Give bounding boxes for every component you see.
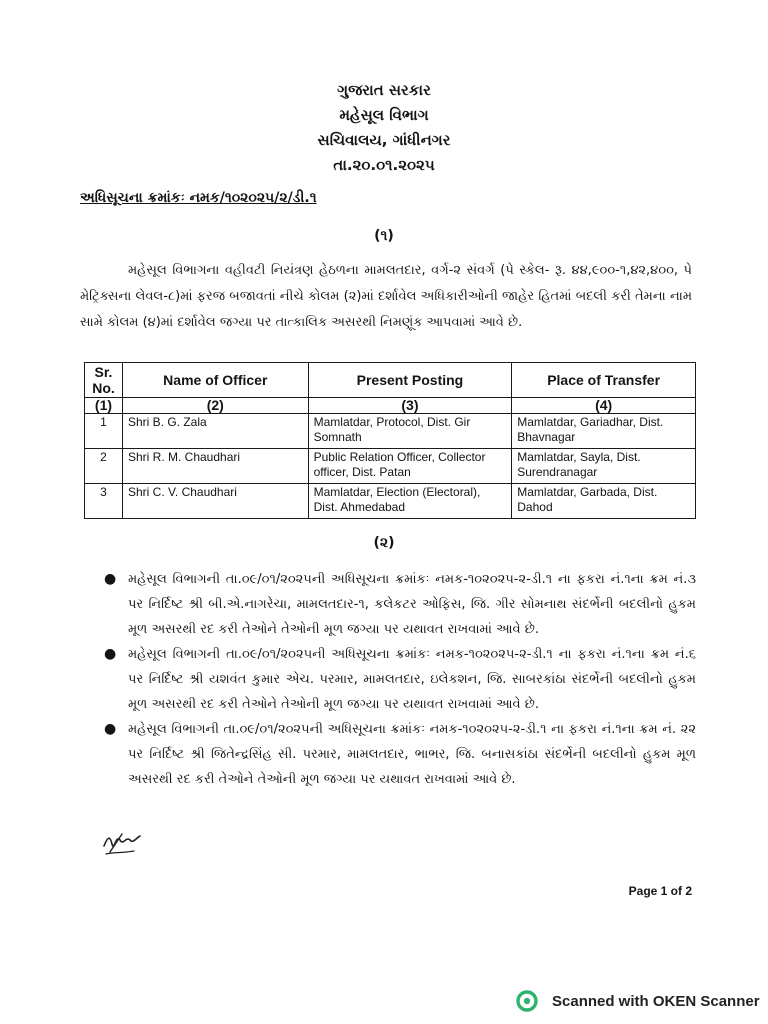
- list-item: [100, 642, 696, 717]
- column-number-row: [85, 398, 696, 414]
- cell-sr-no: 2: [85, 449, 123, 484]
- list-item-text: મહેસૂલ વિભાગની તા.૦૯/૦૧/૨૦૨૫ની અધિસૂચના ક્રમાંકઃ નમક-૧૦૨૦૨૫-૨-ડી.૧ ના ફકરા નં.૧ના ક્રમ નં. ૨૨ પર નિર્દિષ્ટ શ્રી જિતેન્દ્રસિંહ સી. પરમાર, મામલતદાર, ભાભર, જિ. બનાસકાંઠા સંદર્ભેની બદલીનો હુકમ મૂળ અસરથી રદ કરી તેઓને તેઓની મૂળ જગ્યા પર યથાવત રાખવામાં આવે છે.: [128, 722, 696, 787]
- cancellation-list: [100, 567, 696, 792]
- table-row: [85, 414, 696, 449]
- header-location: સચિવાલય, ગાંધીનગર: [317, 131, 451, 149]
- page-number: Page 1 of 2: [628, 884, 692, 898]
- transfer-table: [84, 362, 696, 519]
- header-date: તા.૨૦.૦૧.૨૦૨૫: [333, 156, 435, 174]
- scanner-watermark: [516, 990, 760, 1012]
- cell-place-of-transfer: Mamlatdar, Garbada, Dist. Dahod: [512, 484, 696, 519]
- cell-officer-name: Shri B. G. Zala: [122, 414, 308, 449]
- column-number: (4): [512, 398, 696, 414]
- oken-scanner-logo-icon: [516, 990, 538, 1012]
- header-officer-name: Name of Officer: [122, 363, 308, 398]
- cell-officer-name: Shri C. V. Chaudhari: [122, 484, 308, 519]
- table-row: [85, 484, 696, 519]
- header-present-posting: Present Posting: [308, 363, 512, 398]
- scanner-watermark-text: Scanned with OKEN Scanner: [552, 992, 760, 1010]
- section-1-mark: (૧): [374, 228, 394, 244]
- document-header: [0, 78, 768, 178]
- cell-present-posting: Public Relation Officer, Collector officer, Dist. Patan: [308, 449, 512, 484]
- header-government: ગુજરાત સરકાર: [337, 81, 431, 99]
- table-row: [85, 449, 696, 484]
- notification-number: અધિસૂચના ક્રમાંકઃ નમક/૧૦૨૦૨૫/૨/ડી.૧: [80, 190, 317, 206]
- signature-initials: [100, 822, 150, 858]
- header-department: મહેસૂલ વિભાગ: [339, 106, 429, 124]
- table-header-row: [85, 363, 696, 398]
- list-item-text: મહેસૂલ વિભાગની તા.૦૯/૦૧/૨૦૨૫ની અધિસૂચના ક્રમાંકઃ નમક-૧૦૨૦૨૫-૨-ડી.૧ ના ફકરા નં.૧ના ક્રમ નં.૬ પર નિર્દિષ્ટ શ્રી યશવંત કુમાર એચ. પરમાર, મામલતદાર, ઇલેકશન, જિ. સાબરકાંઠા સંદર્ભેની બદલીનો હુકમ મૂળ અસરથી રદ કરી તેઓને તેઓની મૂળ જગ્યા પર યથાવત રાખવામાં આવે છે.: [128, 647, 696, 712]
- bullet-dot-icon: ●: [104, 646, 117, 662]
- header-sr-no: Sr. No.: [85, 363, 123, 398]
- section-1-paragraph: મહેસૂલ વિભાગના વહીવટી નિયંત્રણ હેઠળના મામલતદાર, વર્ગ-૨ સંવર્ગ (પે સ્કેલ- રૂ. ૪૪,૯૦૦-૧,૪૨,૪૦૦, પે મેટ્રિક્સના લેવલ-૮)માં ફરજ બજાવતાં નીચે કોલમ (૨)માં દર્શાવેલ અધિકારીઓની જાહેર હિતમાં બદલી કરી તેમના નામ સામે કોલમ (૪)માં દર્શાવેલ જગ્યા પર તાત્કાલિક અસરથી નિમણૂંક આપવામાં આવે છે.: [80, 263, 692, 330]
- cell-place-of-transfer: Mamlatdar, Gariadhar, Dist. Bhavnagar: [512, 414, 696, 449]
- bullet-dot-icon: ●: [104, 721, 117, 737]
- section-2-mark: (૨): [373, 535, 395, 551]
- column-number: (3): [308, 398, 512, 414]
- cell-place-of-transfer: Mamlatdar, Sayla, Dist. Surendranagar: [512, 449, 696, 484]
- column-number: (1): [85, 398, 123, 414]
- list-item: [100, 717, 696, 792]
- bullet-dot-icon: ●: [104, 571, 117, 587]
- cell-sr-no: 1: [85, 414, 123, 449]
- cell-present-posting: Mamlatdar, Election (Electoral), Dist. Ahmedabad: [308, 484, 512, 519]
- cell-sr-no: 3: [85, 484, 123, 519]
- column-number: (2): [122, 398, 308, 414]
- cell-present-posting: Mamlatdar, Protocol, Dist. Gir Somnath: [308, 414, 512, 449]
- list-item: [100, 567, 696, 642]
- list-item-text: મહેસૂલ વિભાગની તા.૦૯/૦૧/૨૦૨૫ની અધિસૂચના ક્રમાંકઃ નમક-૧૦૨૦૨૫-૨-ડી.૧ ના ફકરા નં.૧ના ક્રમ નં.૩ પર નિર્દિષ્ટ શ્રી બી.એ.નાગરેચા, મામલતદાર-૧, કલેકટર ઓફિસ, જિ. ગીર સોમનાથ સંદર્ભેની બદલીનો હુકમ મૂળ અસરથી રદ કરી તેઓને તેઓની મૂળ જગ્યા પર યથાવત રાખવામાં આવે છે.: [128, 572, 696, 637]
- header-place-of-transfer: Place of Transfer: [512, 363, 696, 398]
- cell-officer-name: Shri R. M. Chaudhari: [122, 449, 308, 484]
